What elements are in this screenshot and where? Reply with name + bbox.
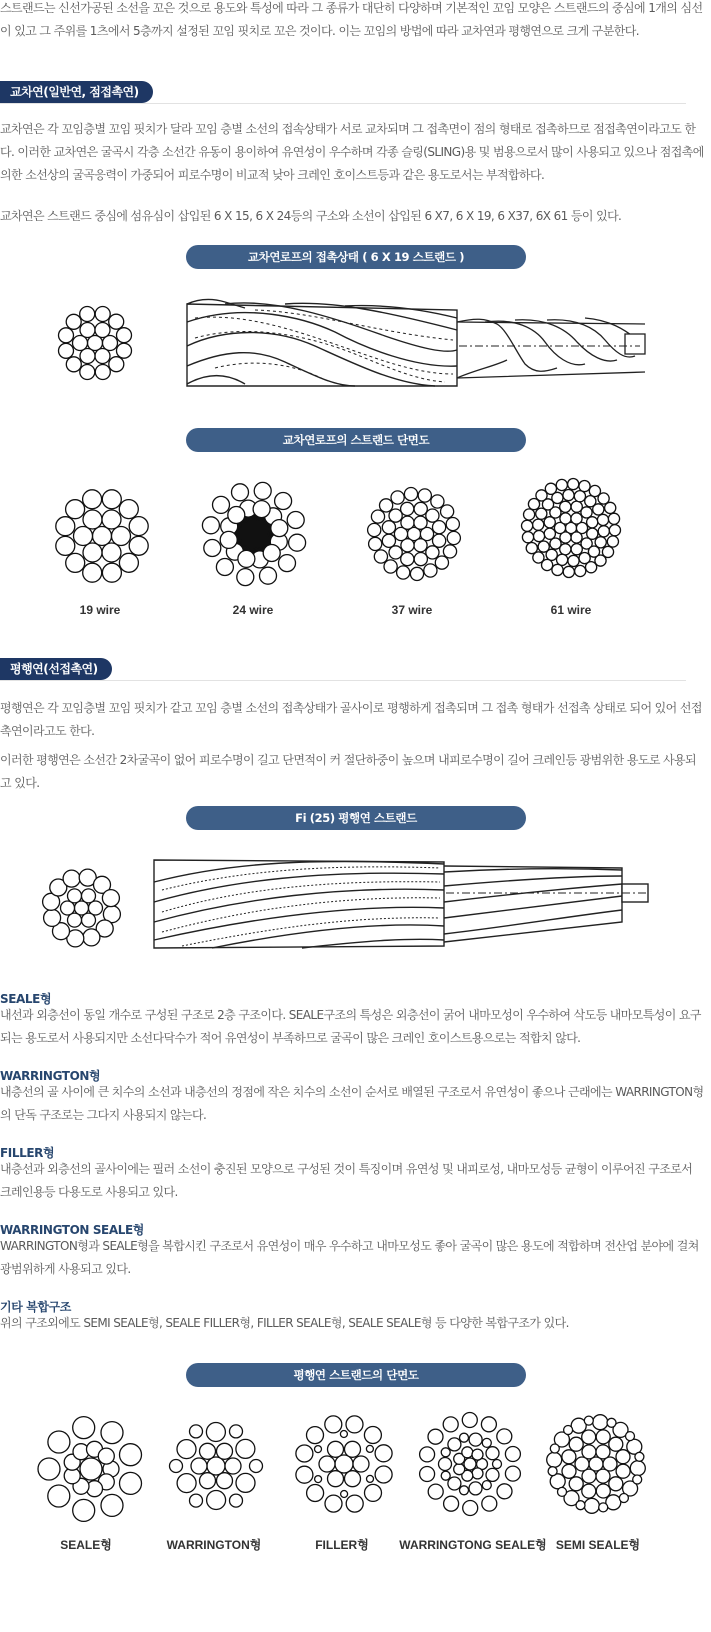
wire-circle <box>66 314 81 329</box>
wire-circle <box>102 890 119 907</box>
wire-circle <box>340 1431 347 1438</box>
wire-circle <box>481 1417 496 1432</box>
wire-circle <box>563 566 574 577</box>
wire-circle <box>582 1484 596 1498</box>
wire-circle <box>98 1448 114 1464</box>
cross-section-6x19-figure <box>49 294 141 392</box>
wire-circle <box>596 1445 610 1459</box>
cross-section-19-wire <box>48 482 156 590</box>
wire-circle <box>569 1477 583 1491</box>
wire-circle <box>582 1445 596 1459</box>
cross-contact-banner: 교차연로프의 접촉상태 ( 6 X 19 스트랜드 ) <box>186 245 526 269</box>
wire-circle <box>369 537 382 550</box>
wire-circle <box>66 553 85 572</box>
wire-circle <box>66 500 85 519</box>
wire-circle <box>538 541 549 552</box>
wire-circle <box>571 532 582 543</box>
wire-circle <box>117 328 132 343</box>
wire-circle <box>232 484 249 501</box>
wire-circle <box>250 1460 263 1473</box>
wire-circle <box>462 1413 477 1428</box>
wire-circle <box>48 1431 70 1453</box>
wire-circle <box>83 490 102 509</box>
wire-circle <box>289 534 306 551</box>
wire-circle <box>315 1476 322 1483</box>
wire-circle <box>206 1423 225 1442</box>
wire-circle <box>433 521 446 534</box>
wire-circle <box>616 1464 630 1478</box>
wire-circle <box>616 1450 630 1464</box>
section-divider <box>0 103 686 104</box>
caption-24-wire: 24 wire <box>232 603 274 617</box>
type-title-seale: SEALE형 <box>0 992 52 1006</box>
caption-warrington: WARRINGTON형 <box>166 1538 262 1552</box>
wire-circle <box>552 564 563 575</box>
wire-circle <box>472 1449 483 1460</box>
cross-lay-heading: 교차연(일반연, 점접촉연) <box>0 81 153 103</box>
type-desc-filler: 내층선과 외층선의 골사이에는 필러 소선이 충진된 모양으로 구성된 것이 특징이며 유연성 및 내피로성, 내마모성등 균형이 이루어진 구조로서 크레인용등 다용도로 사용되고 있다. <box>0 1162 693 1199</box>
wire-circle <box>117 343 132 358</box>
wire-circle <box>325 1416 342 1433</box>
cross-lay-rope-side-view <box>185 288 650 400</box>
wire-circle <box>464 1458 476 1470</box>
wire-circle <box>448 1477 461 1490</box>
type-title-filler: FILLER형 <box>0 1146 55 1160</box>
wire-circle <box>80 307 95 322</box>
wire-circle <box>482 1481 491 1490</box>
wire-circle <box>328 1441 344 1457</box>
wire-circle <box>66 357 81 372</box>
wire-circle <box>204 540 221 557</box>
wire-circle <box>460 1433 469 1442</box>
wire-circle <box>568 555 579 566</box>
wire-circle <box>582 1430 596 1444</box>
wire-circle <box>626 1432 635 1441</box>
wire-circle <box>112 527 131 546</box>
wire-circle <box>463 1501 478 1516</box>
wire-circle <box>296 1445 313 1462</box>
wire-circle <box>80 365 95 380</box>
wire-circle <box>325 1495 342 1512</box>
wire-circle <box>443 1417 458 1432</box>
wire-circle <box>95 349 110 364</box>
wire-circle <box>448 1438 461 1451</box>
wire-circle <box>177 1440 196 1459</box>
wire-circle <box>584 1416 593 1425</box>
wire-circle <box>345 1471 361 1487</box>
wire-circle <box>441 1448 450 1457</box>
wire-circle <box>586 562 597 573</box>
wire-circle <box>472 1468 483 1479</box>
wire-circle <box>346 1495 363 1512</box>
wire-circle <box>533 531 544 542</box>
wire-circle <box>454 1464 465 1475</box>
wire-circle <box>596 1484 610 1498</box>
wire-circle <box>571 544 582 555</box>
wire-circle <box>380 499 393 512</box>
intro-text: 스트랜드는 신선가공된 소선을 꼬은 것으로 용도와 특성에 따라 그 종류가 대단히 다양하며 기본적인 꼬임 모양은 스트랜드의 중심에 1개의 심선이 있고 그 주위를 1츠에서 5층까지 설정된 꼬임 핏치로 꼬은 것이다. 이는 꼬임의 방법에 따라 교차연과 평행연으로 크게 구분한다. <box>0 1 703 38</box>
caption-37-wire: 37 wire <box>391 603 433 617</box>
wire-circle <box>524 509 535 520</box>
cross-section-fi25-figure <box>34 862 129 954</box>
wire-circle <box>526 543 537 554</box>
wire-circle <box>447 531 460 544</box>
parallel-lay-heading: 평행연(선접촉연) <box>0 658 112 680</box>
wire-circle <box>207 1457 225 1475</box>
wire-circle <box>93 527 112 546</box>
wire-circle <box>190 1425 203 1438</box>
wire-circle <box>190 1494 203 1507</box>
parallel-lay-paragraph-2: 이러한 평행연은 소선간 2차굴곡이 없어 피로수명이 길고 단면적이 커 절단하중이 높으며 내피로수명이 길어 크레인등 광범위한 용도로 사용되고 있다. <box>0 753 697 790</box>
wire-circle <box>202 517 219 534</box>
wire-circle <box>328 1471 344 1487</box>
wire-circle <box>263 545 280 562</box>
wire-circle <box>486 1447 499 1460</box>
caption-61-wire: 61 wire <box>550 603 592 617</box>
wire-circle <box>497 1429 512 1444</box>
wire-circle <box>497 1484 512 1499</box>
caption-semi-seale: SEMI SEALE형 <box>555 1538 641 1552</box>
wire-circle <box>593 504 604 515</box>
cross-section-banner: 교차연로프의 스트랜드 단면도 <box>186 428 526 452</box>
wire-circle <box>275 493 292 510</box>
wire-circle <box>560 513 571 524</box>
wire-circle <box>335 1455 353 1473</box>
wire-circle <box>460 1486 469 1495</box>
wire-circle <box>271 520 288 537</box>
wire-circle <box>307 1485 324 1502</box>
wire-circle <box>607 1418 616 1427</box>
wire-circle <box>401 502 414 515</box>
wire-circle <box>315 1446 322 1453</box>
wire-circle <box>59 343 74 358</box>
cross-section-37-wire <box>362 482 466 586</box>
wire-circle <box>522 520 533 531</box>
wire-circle <box>95 323 110 338</box>
cross-section-24-wire <box>200 480 308 588</box>
wire-circle <box>63 870 80 887</box>
wire-circle <box>80 323 95 338</box>
wire-circle <box>401 516 414 529</box>
wire-circle <box>200 1473 216 1489</box>
cross-lay-paragraph-1: 교차연은 각 꼬임층별 꼬임 핏치가 달라 꼬임 층별 소선의 접속상태가 서로 교차되며 그 접촉면이 점의 형태로 접촉하므로 점접촉연이라고도 한다. 이러한 교차연은 굴곡시 각층 소선간 유동이 용이하여 유연성이 우수하며 각종 슬링(SLING)용 및 범용으로서 많이 사용되고 있으나 점접촉에 의한 소선상의 굴곡응력이 가중되어 피로수명이 비교적 낮아 크레인 호이스트등과 같은 용도로서는 부적합하다. <box>0 122 704 182</box>
wire-circle <box>177 1474 196 1493</box>
wire-circle <box>522 532 533 543</box>
wire-circle <box>207 1491 226 1510</box>
wire-circle <box>562 1464 576 1478</box>
wire-circle <box>366 1445 373 1452</box>
wire-circle <box>102 490 121 509</box>
cross-section-seale <box>38 1416 144 1522</box>
wire-circle <box>564 1426 573 1435</box>
parallel-strand-banner: Fi (25) 평행연 스트랜드 <box>186 806 526 830</box>
wire-circle <box>346 1416 363 1433</box>
wire-circle <box>593 1415 608 1430</box>
wire-circle <box>482 1438 491 1447</box>
wire-circle <box>401 553 414 566</box>
wire-circle <box>633 1475 642 1484</box>
wire-circle <box>482 1496 497 1511</box>
wire-circle <box>420 1467 435 1482</box>
wire-circle <box>597 514 608 525</box>
wire-circle <box>544 528 555 539</box>
wire-circle <box>410 567 423 580</box>
wire-circle <box>120 1472 142 1494</box>
wire-circle <box>505 1447 520 1462</box>
wire-circle <box>598 526 609 537</box>
type-title-other: 기타 복합구조 <box>0 1300 71 1314</box>
wire-circle <box>404 488 417 501</box>
wire-circle <box>562 1450 576 1464</box>
wire-circle <box>375 1445 392 1462</box>
wire-circle <box>237 569 254 586</box>
wire-circle <box>384 560 397 573</box>
type-title-warrington-seale: WARRINGTON SEALE형 <box>0 1223 144 1237</box>
wire-circle <box>120 1444 142 1466</box>
wire-circle <box>414 502 427 515</box>
wire-circle <box>119 500 138 519</box>
wire-circle <box>216 559 233 576</box>
wire-circle <box>584 1498 599 1513</box>
wire-circle <box>83 543 102 562</box>
section-divider <box>0 680 686 681</box>
wire-circle <box>38 1458 60 1480</box>
cross-section-warrington <box>162 1412 270 1520</box>
wire-circle <box>129 517 148 536</box>
wire-circle <box>545 483 556 494</box>
wire-circle <box>420 1447 435 1462</box>
wire-circle <box>109 357 124 372</box>
wire-circle <box>382 534 395 547</box>
wire-circle <box>68 889 82 903</box>
wire-circle <box>56 517 75 536</box>
wire-circle <box>101 1494 123 1516</box>
wire-circle <box>433 534 446 547</box>
wire-circle <box>397 566 410 579</box>
wire-circle <box>587 517 598 528</box>
type-desc-warrington: 내층선의 골 사이에 큰 치수의 소선과 내층선의 정점에 작은 치수의 소선이 순서로 배열된 구조로서 유연성이 좋으나 근래에는 WARRINGTON형의 단독 구조로는 그다지 사용되지 않는다. <box>0 1085 704 1122</box>
wire-circle <box>95 365 110 380</box>
type-title-warrington: WARRINGTON형 <box>0 1069 101 1083</box>
wire-circle <box>607 536 618 547</box>
wire-circle <box>635 1452 644 1461</box>
wire-circle <box>443 545 456 558</box>
wire-circle <box>609 1477 623 1491</box>
wire-circle <box>428 1429 443 1444</box>
wire-circle <box>48 1485 70 1507</box>
wire-circle <box>619 1494 628 1503</box>
wire-circle <box>279 555 296 572</box>
wire-circle <box>170 1460 183 1473</box>
wire-circle <box>287 512 304 529</box>
wire-circle <box>74 527 93 546</box>
wire-circle <box>568 479 579 490</box>
wire-circle <box>307 1427 324 1444</box>
wire-circle <box>426 509 439 522</box>
cross-lay-paragraph-2: 교차연은 스트랜드 중심에 섬유심이 삽입된 6 X 15, 6 X 24등의 구소와 소선이 삽입된 6 X7, 6 X 19, 6 X37, 6X 61 등이 있다. <box>0 209 622 223</box>
wire-circle <box>424 564 437 577</box>
wire-circle <box>533 519 544 530</box>
wire-circle <box>225 1458 241 1474</box>
cross-section-filler <box>292 1412 396 1516</box>
parallel-lay-rope-side-view <box>152 852 654 952</box>
wire-circle <box>365 1484 382 1501</box>
wire-circle <box>375 1466 392 1483</box>
wire-circle <box>418 489 431 502</box>
wire-circle <box>426 546 439 559</box>
wire-circle <box>73 1499 95 1521</box>
wire-circle <box>571 513 582 524</box>
wire-circle <box>129 536 148 555</box>
wire-circle <box>596 1430 610 1444</box>
wire-circle <box>558 1487 567 1496</box>
wire-circle <box>431 495 444 508</box>
wire-circle <box>82 913 96 927</box>
wire-circle <box>556 479 567 490</box>
wire-circle <box>228 507 245 524</box>
wire-circle <box>109 314 124 329</box>
wire-circle <box>563 490 574 501</box>
wire-circle <box>374 550 387 563</box>
wire-circle <box>368 523 381 536</box>
type-desc-seale: 내선과 외층선이 동일 개수로 구성된 구조로 2층 구조이다. SEALE구조의 특성은 외층선이 굵어 내마모성이 우수하여 삭도등 내마모특성이 요구되는 용도로서 사용되지만 소선다닥수가 적어 유연성이 부족하므로 굴곡이 많은 크레인 호이스트용으로는 적합치 않다. <box>0 1008 701 1045</box>
wire-circle <box>382 521 395 534</box>
wire-circle <box>102 510 121 529</box>
wire-circle <box>444 1496 459 1511</box>
wire-circle <box>238 550 255 567</box>
wire-circle <box>446 518 459 531</box>
wire-circle <box>217 1473 233 1489</box>
wire-circle <box>550 1444 559 1453</box>
wire-circle <box>119 553 138 572</box>
wire-circle <box>414 539 427 552</box>
wire-circle <box>414 553 427 566</box>
wire-circle <box>191 1458 207 1474</box>
wire-circle <box>441 1471 450 1480</box>
wire-circle <box>435 556 448 569</box>
wire-circle <box>389 509 402 522</box>
wire-circle <box>353 1456 369 1472</box>
caption-warrington-seale: WARRINGTONG SEALE형 <box>399 1538 547 1552</box>
wire-circle <box>59 328 74 343</box>
wire-circle <box>428 1484 443 1499</box>
wire-circle <box>599 1503 608 1512</box>
wire-circle <box>608 513 619 524</box>
wire-circle <box>547 1452 562 1467</box>
wire-circle <box>576 1501 585 1510</box>
wire-circle <box>253 501 270 518</box>
wire-circle <box>83 510 102 529</box>
wire-circle <box>217 1443 233 1459</box>
wire-circle <box>439 1458 452 1471</box>
type-desc-other: 위의 구조외에도 SEMI SEALE형, SEALE FILLER형, FILLER SEALE형, SEALE SEALE형 등 다양한 복합구조가 있다. <box>0 1316 569 1330</box>
wire-circle <box>367 1475 374 1482</box>
wire-circle <box>230 1494 243 1507</box>
wire-circle <box>296 1466 313 1483</box>
wire-circle <box>505 1466 520 1481</box>
wire-circle <box>102 563 121 582</box>
type-desc-warrington-seale: WARRINGTON형과 SEALE형을 복합시킨 구조로서 유연성이 매우 우수하고 내마모성도 좋아 굴곡이 많은 용도에 적합하며 전산업 분야에 걸쳐 광범위하게 사용되고 있다. <box>0 1239 699 1276</box>
wire-circle <box>389 546 402 559</box>
wire-circle <box>213 496 230 513</box>
wire-circle <box>56 536 75 555</box>
wire-circle <box>609 525 620 536</box>
wire-circle <box>95 307 110 322</box>
wire-circle <box>605 502 616 513</box>
parallel-section-banner: 평행연 스트랜드의 단면도 <box>186 1363 526 1387</box>
cross-section-semi-seale <box>544 1412 648 1516</box>
wire-circle <box>560 501 571 512</box>
wire-circle <box>236 1439 255 1458</box>
caption-19-wire: 19 wire <box>79 603 121 617</box>
wire-circle <box>73 1417 95 1439</box>
parallel-lay-paragraph-1: 평행연은 각 꼬임층별 꼬임 핏치가 같고 꼬임 층별 소선의 접촉상태가 골사이로 평행하게 접촉되며 그 접촉 형태가 선접촉 상태로 되어 있어 선접촉연이라고도 한다. <box>0 701 702 738</box>
wire-circle <box>371 510 384 523</box>
cross-section-warrington-seale <box>416 1410 524 1518</box>
wire-circle <box>569 1437 583 1451</box>
wire-circle <box>493 1460 502 1469</box>
wire-circle <box>83 563 102 582</box>
wire-circle <box>486 1468 499 1481</box>
caption-seale: SEALE형 <box>60 1538 112 1552</box>
wire-circle <box>462 1447 473 1458</box>
wire-circle <box>319 1456 335 1472</box>
wire-circle <box>220 531 237 548</box>
cross-section-61-wire <box>515 472 627 584</box>
wire-circle <box>609 1437 623 1451</box>
wire-circle <box>548 1467 557 1476</box>
wire-circle <box>236 1473 255 1492</box>
wire-circle <box>345 1441 361 1457</box>
wire-circle <box>469 1482 482 1495</box>
wire-circle <box>82 889 96 903</box>
wire-circle <box>44 909 61 926</box>
wire-circle <box>230 1425 243 1438</box>
wire-circle <box>101 1422 123 1444</box>
wire-circle <box>630 1461 645 1476</box>
wire-circle <box>596 1469 610 1483</box>
wire-circle <box>80 1458 102 1480</box>
wire-circle <box>469 1433 482 1446</box>
wire-circle <box>83 929 100 946</box>
wire-circle <box>260 567 277 584</box>
wire-circle <box>414 516 427 529</box>
wire-circle <box>579 481 590 492</box>
wire-circle <box>575 565 586 576</box>
wire-circle <box>341 1491 348 1498</box>
caption-filler: FILLER형 <box>315 1538 369 1552</box>
wire-circle <box>102 543 121 562</box>
wire-circle <box>391 491 404 504</box>
wire-circle <box>254 482 271 499</box>
wire-circle <box>364 1427 381 1444</box>
wire-circle <box>200 1443 216 1459</box>
wire-circle <box>441 505 454 518</box>
